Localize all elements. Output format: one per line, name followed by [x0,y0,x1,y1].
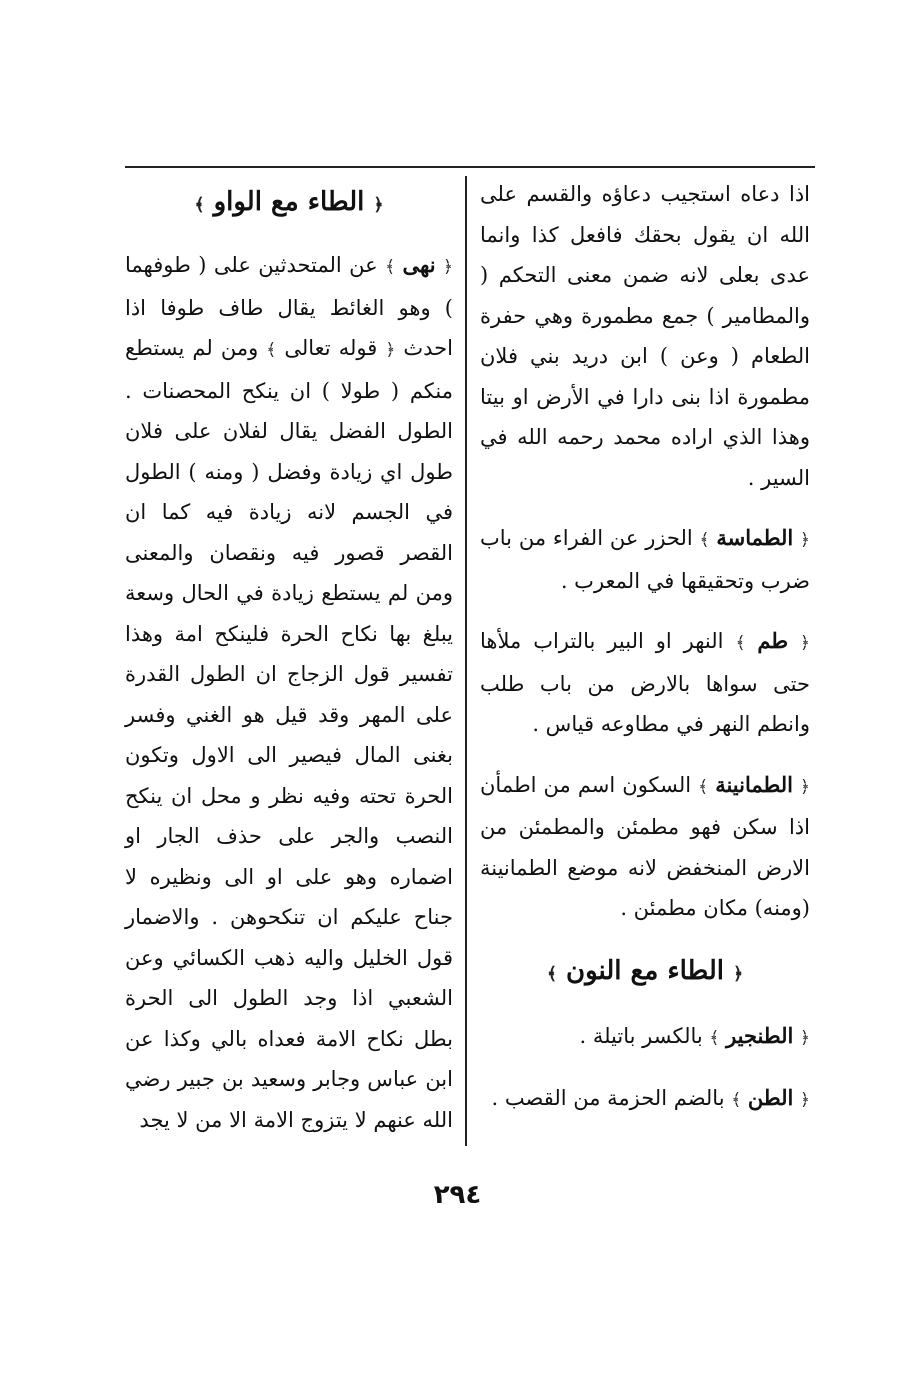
entry-head: الطمانينة [715,771,793,797]
ornament-open: ﴿ [800,530,810,550]
ornament-close: ﴾ [709,1027,720,1048]
column-divider [465,176,467,1146]
left-column [125,174,453,1140]
ornament-close: ﴾ [699,530,710,550]
entry-text: النهر او البير بالتراب ملأها حتى سواها بالارض من باب طلب وانطم النهر في مطاوعه قياس . [480,629,810,736]
ornament-open: ﴿ [800,776,810,797]
ornament-close: ﴾ [385,257,396,277]
ornament-open: ﴿ [733,963,744,984]
entry-head: طم [757,628,789,653]
ornament-close: ﴾ [731,1090,742,1110]
entry-head: الطماسة [716,525,794,550]
entry-text-a: عن المتحدثين على ( طوفهما ) وهو الغائط يقال طاف طوفا اذا احدث [125,253,453,360]
entry-head: نهى [402,252,436,277]
section-title-text: الطاء مع الواو [213,187,365,217]
entry-tamm [480,621,810,745]
entry-text-b: ومن لم يستطع منكم ( طولا ) ان ينكح المحصنات . الطول الفضل يقال لفلان على فلان طول اي زيادة وفضل ( ومنه ) الطول في الجسم لانه زيادة فيه كما ان القصر قصور فيه ونقصان والمعنى ومن لم يستطع زيادة في الحال وسعة يبلغ بها نكاح الحرة فلينكح امة وهذا تفسير قول الزجاج ان الطول القدرة على المهر وقد قيل هو الغني وفسر بغنى المال فيصير الى الاول وتكون الحرة تحته وفيه نظر و محل ان ينكح النصب والجر على حذف الجار او اضماره وهو على او الى ونظيره لا جناح عليكم ان تنكحوهن . والاضمار قول الخليل واليه ذهب الكسائي وعن الشعبي اذا وجد الطول الى الحرة بطل نكاح الامة فعداه بالي وكذا عن ابن عباس وجابر وسعيد بن جبير رضي الله عنهم لا يتزوج الامة الا من لا يجد [125,336,453,1132]
entry-text: بالضم الحزمة من القصب . [491,1086,725,1110]
ornament-open: ﴿ [385,340,396,360]
entry-head: الطن [747,1085,794,1110]
ornament-close: ﴾ [194,195,205,215]
entry-tanjir [480,1016,810,1059]
entry-text: الحزر عن الفراء من باب ضرب وتحقيقها في المعرب . [480,526,810,593]
ornament-close: ﴾ [546,963,557,984]
ornament-open: ﴿ [443,257,453,277]
ornament-open: ﴿ [800,633,810,653]
ornament-open: ﴿ [800,1090,810,1110]
entry-tunn [480,1078,810,1121]
ornament-open: ﴿ [800,1027,810,1048]
ornament-open: ﴿ [373,195,384,215]
section-title-ta-waw [125,180,453,227]
top-rule [125,166,815,168]
entry-tumanina [480,765,810,929]
page-number: ٢٩٤ [433,1180,482,1210]
quote-intro: قوله تعالى [284,336,378,360]
section-title-ta-nun [480,949,810,996]
entry-text: بالكسر باتيلة . [579,1023,703,1048]
paragraph-continuation: اذا دعاه استجيب دعاؤه والقسم على الله ان يقول بحقك فافعل كذا وانما عدى بعلى لانه ضمن معنى التحكم ( والمطامير ) جمع مطمورة وهي حفرة الطعام ( وعن ) ابن دريد بني فلان مطمورة اذا بنى دارا في الأرض او بيتا وهذا الذي اراده محمد رحمه الله في السير . [480,182,810,490]
ornament-close: ﴾ [698,776,709,797]
entry-nahy [125,245,453,1140]
ornament-close: ﴾ [735,633,746,653]
section-title-text: الطاء مع النون [565,955,724,986]
right-column [480,174,810,1121]
entry-tamasa [480,518,810,601]
ornament-close: ﴾ [266,340,277,360]
entry-text: السكون اسم من اطمأن اذا سكن فهو مطمئن والمطمئن من الارض المنخفض لانه موضع الطمانينة (ومنه) مكان مطمئن . [480,772,810,920]
entry-head: الطنجير [726,1022,794,1048]
